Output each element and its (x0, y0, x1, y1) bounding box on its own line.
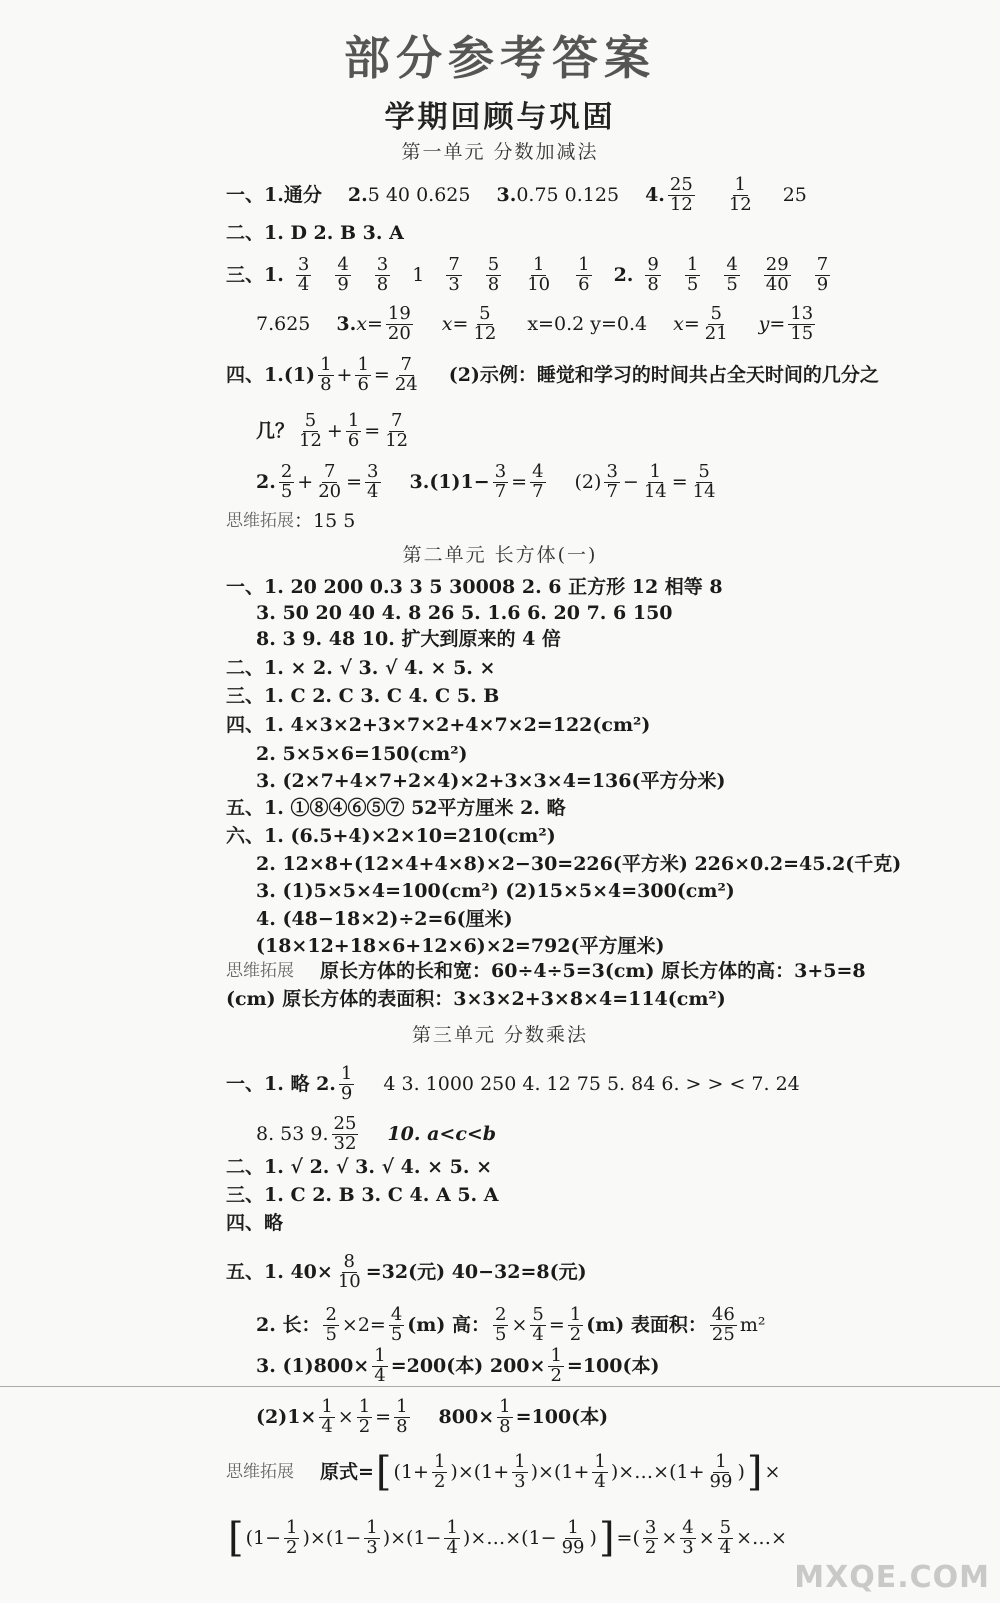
fraction: $\frac{1}{9}$ (340, 1063, 353, 1104)
unit3-l7 (256, 1306, 765, 1345)
unit2-line (226, 799, 566, 818)
op: )×(1− (382, 1526, 442, 1549)
op: × (661, 1526, 678, 1549)
answer: 3. 50 20 40 4. 8 26 5. 1.6 6. 20 7. 6 150 (256, 602, 673, 624)
fraction: $\frac{7}{20}$ (318, 461, 342, 502)
fraction: $\frac{3}{7}$ (494, 461, 507, 502)
answer: 1. D 2. B 3. A (264, 222, 404, 244)
fraction: $\frac{1}{8}$ (396, 1396, 408, 1437)
q-num: 1. (264, 183, 284, 206)
q-num: (2) (574, 470, 602, 493)
op: ) (589, 1526, 597, 1549)
answer: =100(本) (515, 1405, 609, 1428)
answer: 几？ (256, 419, 295, 442)
q-num: 1. (264, 263, 284, 286)
unit1-s4b (256, 412, 413, 451)
op: × (764, 1460, 781, 1483)
section-label: 一、 (226, 183, 265, 206)
fraction: $\frac{29}{40}$ (765, 254, 789, 295)
fraction: $\frac{5}{4}$ (719, 1516, 732, 1558)
section-label: 四、 (226, 714, 265, 736)
answer: =200(本) 200× (390, 1354, 546, 1377)
answer: (2)1× (256, 1405, 317, 1428)
op: × (337, 1405, 354, 1428)
answer: 通分 (283, 183, 322, 206)
answer: 2. 长： (256, 1313, 321, 1336)
fraction: $\frac{7}{9}$ (816, 254, 829, 295)
var: x= (356, 312, 383, 335)
unit2-line (226, 962, 866, 981)
fraction: $\frac{1}{6}$ (578, 254, 590, 295)
op: + (297, 470, 314, 493)
op: (1+ (393, 1460, 429, 1483)
fraction: $\frac{1}{8}$ (320, 354, 332, 395)
answer: =100(本) (566, 1354, 660, 1377)
answer: 5 40 0.625 (367, 183, 471, 206)
watermark: MXQE.COM (794, 1560, 990, 1595)
fraction: $\frac{1}{4}$ (321, 1396, 333, 1437)
fraction: $\frac{5}{12}$ (299, 410, 322, 451)
var: y= (758, 312, 786, 335)
fraction: $\frac{1}{2}$ (569, 1304, 582, 1345)
fraction: $\frac{1}{3}$ (366, 1516, 378, 1558)
answer: 1. 20 200 0.3 3 5 30008 2. 6 正方形 12 相等 8 (264, 576, 723, 598)
op: =( (616, 1526, 640, 1549)
unit: m² (739, 1313, 766, 1336)
fraction: $\frac{5}{4}$ (532, 1304, 544, 1345)
answer: 0.75 0.125 (516, 183, 620, 206)
unit2-line (256, 937, 664, 956)
answer: 1. ①⑧④⑥⑤⑦ 52平方厘米 2. 略 (264, 797, 566, 819)
fraction: $\frac{1}{14}$ (643, 461, 667, 502)
fraction: $\frac{1}{5}$ (686, 254, 699, 295)
var: x= (441, 312, 469, 335)
unit3-l11 (226, 1515, 787, 1561)
unit3-l4 (226, 1186, 499, 1205)
section-label: 四、 (226, 363, 265, 386)
fraction: $\frac{1}{8}$ (499, 1396, 511, 1437)
fraction: $\frac{7}{12}$ (385, 410, 409, 451)
unit2-heading: 第二单元 长方体(一) (402, 544, 598, 566)
section-label: 一、 (226, 576, 265, 598)
answer: 原长方体的长和宽：60÷4÷5=3(cm) 原长方体的高：3+5=8 (320, 960, 866, 982)
var: x= (673, 312, 700, 335)
fraction: $\frac{1}{2}$ (358, 1396, 371, 1437)
fraction: $\frac{5}{21}$ (704, 303, 728, 344)
answer: 7.625 (256, 312, 311, 335)
section-label: 三、 (226, 263, 265, 286)
fraction: $\frac{4}{3}$ (682, 1516, 694, 1558)
extension-label: 思维拓展 (226, 961, 294, 981)
unit3-l1 (226, 1065, 800, 1104)
answer: =32(元) 40−32=8(元) (365, 1260, 587, 1283)
answer: 4 3. 1000 250 4. 12 75 5. 84 6. > > < 7. 24 (383, 1072, 800, 1095)
answer: 10. a<c<b (387, 1122, 497, 1145)
fraction: $\frac{1}{4}$ (594, 1450, 606, 1492)
q-num: 3. (336, 312, 357, 335)
section-label: 六、 (226, 825, 265, 847)
answer: 1 (412, 263, 425, 286)
fraction: $\frac{7}{24}$ (394, 354, 418, 395)
fraction: $\frac{4}{7}$ (532, 461, 544, 502)
extension-label: 思维拓展 (226, 511, 294, 531)
answer: 800× (438, 1405, 495, 1428)
section-label: 三、 (226, 685, 265, 707)
op: = (548, 1313, 565, 1336)
unit2-line (226, 659, 495, 678)
fraction: $\frac{5}{8}$ (487, 254, 500, 295)
bracket: ] (598, 1515, 615, 1561)
unit2-line (256, 772, 725, 791)
fraction: $\frac{1}{6}$ (357, 354, 369, 395)
op: )×(1+ (530, 1460, 590, 1483)
op: )×(1+ (450, 1460, 510, 1483)
fraction: $\frac{1}{6}$ (347, 410, 360, 451)
section-label: 二、 (226, 1156, 265, 1178)
section-label: 三、 (226, 1184, 265, 1206)
unit3-heading: 第三单元 分数乘法 (411, 1024, 589, 1046)
page-fold-divider (0, 1386, 1000, 1387)
fraction: $\frac{3}{7}$ (606, 461, 618, 502)
answer: ：15 5 (294, 510, 356, 532)
unit3-l3 (226, 1158, 492, 1177)
unit2-line (226, 990, 726, 1009)
op: + (326, 419, 343, 442)
answer: 1. 40× (264, 1260, 333, 1283)
fraction: $\frac{4}{9}$ (337, 254, 349, 295)
answer: 1. C 2. B 3. C 4. A 5. A (264, 1184, 499, 1206)
op: = (364, 419, 381, 442)
answer: x=0.2 y=0.4 (527, 312, 648, 335)
unit2-line (226, 578, 723, 597)
q-num: 2. (347, 183, 368, 206)
fraction: $\frac{1}{2}$ (550, 1345, 562, 1386)
answer: 3. (1)5×5×4=100(cm²) (2)15×5×4=300(cm²) (256, 880, 735, 902)
fraction: $\frac{25}{32}$ (333, 1113, 357, 1154)
answer: 1. × 2. √ 3. √ 4. × 5. × (264, 657, 496, 679)
fraction: $\frac{1}{4}$ (374, 1345, 386, 1386)
unit1-extension (226, 512, 355, 531)
fraction: $\frac{2}{5}$ (495, 1304, 507, 1345)
op: )×…×(1− (462, 1526, 557, 1549)
fraction: $\frac{3}{4}$ (367, 461, 379, 502)
op: )×…×(1+ (610, 1460, 705, 1483)
fraction: $\frac{1}{3}$ (514, 1450, 526, 1492)
answer: 1. (6.5+4)×2×10=210(cm²) (264, 825, 556, 847)
fraction: $\frac{3}{2}$ (644, 1516, 657, 1558)
unit3-l9 (256, 1398, 608, 1437)
op: )×(1− (302, 1526, 362, 1549)
unit3-l2 (256, 1115, 496, 1154)
unit2-line (256, 604, 673, 623)
q-num: 3. (496, 183, 517, 206)
op: = (346, 470, 363, 493)
fraction: $\frac{1}{10}$ (527, 254, 551, 295)
answer: 1. C 2. C 3. C 4. C 5. B (264, 685, 500, 707)
answer: 3. (1)800× (256, 1354, 370, 1377)
answer: 1. 略 2. (264, 1072, 336, 1095)
fraction: $\frac{1}{4}$ (446, 1516, 458, 1558)
op: × (511, 1313, 528, 1336)
answer: 略 (264, 1212, 284, 1234)
op: + (336, 363, 353, 386)
unit1-s2 (226, 224, 404, 243)
bracket: [ (228, 1515, 244, 1561)
fraction: $\frac{3}{8}$ (376, 254, 389, 295)
op: × (698, 1526, 715, 1549)
op: ×2= (341, 1313, 386, 1336)
answer: (2)示例：睡觉和学习的时间共占全天时间的几分之 (448, 363, 879, 386)
section-label: 四、 (226, 1212, 265, 1234)
op: ) (737, 1460, 745, 1483)
unit2-line (256, 630, 561, 649)
unit2-line (256, 882, 735, 901)
answer: (m) 高： (407, 1313, 490, 1336)
fraction: $\frac{8}{10}$ (337, 1251, 361, 1292)
answer: 原式= (320, 1460, 374, 1483)
extension-label: 思维拓展 (226, 1461, 294, 1482)
answer: 25 (782, 183, 807, 206)
unit2-line (256, 855, 901, 874)
answer: 1. √ 2. √ 3. √ 4. × 5. × (264, 1156, 493, 1178)
section-label: 二、 (226, 222, 265, 244)
fraction: $\frac{2}{5}$ (325, 1304, 337, 1345)
unit3-l5 (226, 1214, 283, 1233)
unit1-s4 (226, 356, 879, 395)
q-num: 2. (613, 263, 634, 286)
unit1-heading: 第一单元 分数加减法 (401, 141, 599, 163)
fraction: $\frac{7}{3}$ (448, 254, 460, 295)
unit3-l10 (226, 1449, 781, 1495)
op: = (375, 1405, 392, 1428)
fraction: $\frac{19}{20}$ (387, 303, 411, 344)
fraction: $\frac{4}{5}$ (390, 1304, 403, 1345)
fraction: $\frac{1}{2}$ (433, 1450, 446, 1492)
unit2-line (226, 687, 499, 706)
bracket: [ (375, 1449, 392, 1495)
unit1-s1 (226, 176, 807, 215)
op: = (373, 363, 390, 386)
unit2-line (226, 827, 556, 846)
q-num: 2. (256, 470, 276, 493)
op: (1− (245, 1526, 282, 1549)
unit3-l8 (256, 1347, 659, 1386)
answer: (18×12+18×6+12×6)×2=792(平方厘米) (256, 935, 665, 957)
fraction: $\frac{2}{5}$ (280, 461, 293, 502)
fraction: $\frac{4}{5}$ (726, 254, 738, 295)
fraction: $\frac{5}{14}$ (692, 461, 716, 502)
answer: 4. (48−18×2)÷2=6(厘米) (256, 908, 513, 930)
section-label: 二、 (226, 657, 265, 679)
page-subtitle: 学期回顾与巩固 (384, 100, 616, 135)
fraction: $\frac{5}{12}$ (473, 303, 497, 344)
op: − (622, 470, 639, 493)
answer: 1. 4×3×2+3×7×2+4×7×2=122(cm²) (264, 714, 651, 736)
unit2-line (256, 910, 513, 929)
fraction: $\frac{1}{2}$ (286, 1516, 298, 1558)
section-label: 五、 (226, 797, 265, 819)
fraction: $\frac{1}{99}$ (561, 1516, 585, 1558)
section-label: 五、 (226, 1260, 265, 1283)
q-num: 4. (645, 183, 665, 206)
op: = (671, 470, 688, 493)
answer: 2. 12×8+(12×4+4×8)×2−30=226(平方米) 226×0.2=45.2(千克) (256, 853, 902, 875)
q-num: 3.(1)1− (409, 470, 490, 493)
bracket: ] (746, 1449, 763, 1495)
unit1-s3 (226, 256, 842, 295)
unit1-s4c (256, 463, 721, 502)
fraction: $\frac{1}{99}$ (709, 1450, 733, 1492)
answer: 8. 3 9. 48 10. 扩大到原来的 4 倍 (256, 628, 561, 650)
unit2-line (226, 716, 650, 735)
answer: (m) 表面积： (586, 1313, 707, 1336)
fraction: $\frac{25}{12}$ (669, 174, 693, 215)
answer: 8. 53 9. (256, 1122, 329, 1145)
unit1-s3b (256, 305, 818, 344)
fraction: $\frac{9}{8}$ (647, 254, 659, 295)
answer: (cm) 原长方体的表面积：3×3×2+3×8×4=114(cm²) (226, 988, 726, 1010)
answer: 3. (2×7+4×7+2×4)×2+3×3×4=136(平方分米) (256, 770, 726, 792)
fraction: $\frac{1}{12}$ (728, 174, 752, 215)
op: = (511, 470, 528, 493)
fraction: $\frac{13}{15}$ (790, 303, 814, 344)
section-label: 一、 (226, 1072, 265, 1095)
unit2-line (256, 745, 468, 764)
page-title: 部分参考答案 (344, 31, 656, 85)
fraction: $\frac{3}{4}$ (297, 254, 310, 295)
op: ×…× (736, 1526, 787, 1549)
fraction: $\frac{46}{25}$ (711, 1304, 735, 1345)
q-num: 1.(1) (264, 363, 316, 386)
unit3-l6 (226, 1253, 587, 1292)
answer: 2. 5×5×6=150(cm²) (256, 743, 468, 765)
